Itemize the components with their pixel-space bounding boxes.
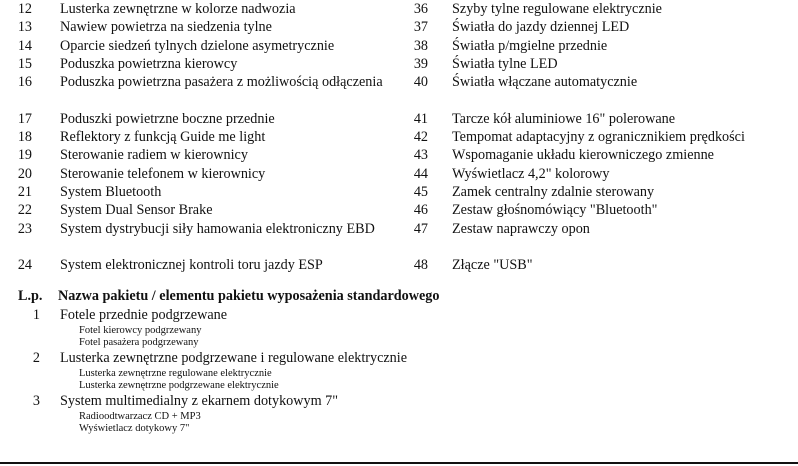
package-subitem: Radioodtwarzacz CD + MP3	[79, 410, 201, 422]
packages-header	[18, 287, 440, 305]
item-number: 38	[413, 37, 428, 54]
package-number: 2	[32, 349, 40, 366]
list-item	[396, 183, 798, 201]
item-text: Zestaw głośnomówiący "Bluetooth"	[452, 202, 658, 219]
item-number: 12	[17, 1, 32, 17]
package-number: 1	[32, 307, 40, 323]
item-text: Światła p/mgielne przednie	[452, 37, 608, 54]
package-subitem: Lusterka zewnętrzne regulowane elektrycznie	[79, 367, 272, 379]
list-item	[396, 128, 798, 146]
item-number: 39	[413, 55, 428, 72]
header-title: Nazwa pakietu / elementu pakietu wyposażenia standardowego	[58, 288, 440, 304]
item-text: Poduszki powietrzne boczne przednie	[60, 110, 275, 127]
item-number: 24	[17, 257, 32, 274]
item-text: Szyby tylne regulowane elektrycznie	[452, 1, 662, 17]
item-number: 43	[413, 147, 428, 164]
bottom-divider	[0, 462, 798, 464]
list-item	[396, 73, 798, 110]
item-text: System elektronicznej kontroli toru jazdy ESP	[60, 257, 323, 274]
item-text: System dystrybucji siły hamowania elektroniczny EBD	[60, 220, 375, 237]
list-item	[0, 220, 396, 257]
item-number: 14	[17, 37, 32, 54]
item-text: Światła tylne LED	[452, 55, 558, 72]
item-number: 46	[413, 202, 428, 219]
list-item	[0, 73, 396, 110]
packages-list	[0, 307, 798, 436]
item-number: 40	[413, 74, 428, 91]
item-number: 42	[413, 129, 428, 146]
item-number: 17	[17, 110, 32, 127]
list-item	[396, 220, 798, 257]
package-subitem: Fotel pasażera podgrzewany	[79, 337, 199, 349]
item-text: Tarcze kół aluminiowe 16" polerowane	[452, 110, 676, 127]
item-text: Poduszka powietrzna pasażera z możliwością odłączenia	[60, 74, 383, 91]
item-number: 13	[17, 19, 32, 36]
item-text: Lusterka zewnętrzne w kolorze nadwozia	[60, 1, 296, 17]
item-number: 16	[17, 74, 32, 91]
item-number: 48	[413, 257, 428, 274]
list-item	[0, 183, 396, 201]
item-number: 36	[413, 1, 428, 17]
item-text: Światła włączane automatycznie	[452, 74, 638, 91]
item-text: Sterowanie telefonem w kierownicy	[60, 165, 266, 182]
list-item	[0, 165, 396, 183]
item-text: Reflektory z funkcją Guide me light	[60, 129, 266, 146]
item-text: Tempomat adaptacyjny z ogranicznikiem prędkości	[452, 129, 745, 146]
list-item	[0, 37, 396, 55]
list-item	[396, 0, 798, 18]
item-text: System Bluetooth	[60, 183, 162, 200]
list-item	[396, 18, 798, 36]
list-item	[0, 0, 396, 18]
list-item	[396, 201, 798, 219]
item-text: Zestaw naprawczy opon	[452, 220, 590, 237]
item-text: System Dual Sensor Brake	[60, 202, 213, 219]
item-number: 22	[17, 202, 32, 219]
package-number: 3	[32, 392, 40, 409]
item-number: 47	[413, 220, 428, 237]
item-number: 44	[413, 165, 428, 182]
list-item	[396, 55, 798, 73]
list-item	[0, 146, 396, 164]
list-item	[0, 55, 396, 73]
list-item	[0, 128, 396, 146]
item-text: Zamek centralny zdalnie sterowany	[452, 183, 655, 200]
package	[0, 350, 798, 393]
list-item	[0, 256, 396, 274]
list-item	[0, 201, 396, 219]
package-title: Fotele przednie podgrzewane	[60, 307, 228, 323]
package-subitem: Fotel kierowcy podgrzewany	[79, 324, 202, 336]
list-item	[396, 37, 798, 55]
item-text: Sterowanie radiem w kierownicy	[60, 147, 248, 164]
package-subitem: Wyświetlacz dotykowy 7"	[79, 423, 190, 435]
item-number: 19	[17, 147, 32, 164]
equipment-column-left	[0, 0, 396, 274]
item-text: Nawiew powietrza na siedzenia tylne	[60, 19, 272, 36]
package-subitem: Lusterka zewnętrzne podgrzewane elektrycznie	[79, 380, 279, 392]
item-text: Światła do jazdy dziennej LED	[452, 19, 630, 36]
list-item	[0, 18, 396, 36]
item-text: Wyświetlacz 4,2" kolorowy	[452, 165, 610, 182]
item-number: 45	[413, 183, 428, 200]
list-item	[396, 110, 798, 128]
item-text: Oparcie siedzeń tylnych dzielone asymetrycznie	[60, 37, 335, 54]
package	[0, 307, 798, 350]
equipment-column-right	[396, 0, 798, 274]
list-item	[396, 165, 798, 183]
item-text: Złącze "USB"	[452, 257, 533, 274]
item-number: 15	[17, 55, 32, 72]
item-number: 20	[17, 165, 32, 182]
package-title: System multimedialny z ekarnem dotykowym 7"	[60, 392, 339, 409]
header-lp: L.p.	[18, 288, 43, 304]
list-item	[396, 146, 798, 164]
list-item	[0, 110, 396, 128]
package-title: Lusterka zewnętrzne podgrzewane i regulowane elektrycznie	[60, 349, 408, 366]
item-number: 37	[413, 19, 428, 36]
item-text: Wspomaganie układu kierowniczego zmienne	[452, 147, 714, 164]
item-number: 18	[17, 129, 32, 146]
item-number: 41	[413, 110, 428, 127]
item-text: Poduszka powietrzna kierowcy	[60, 55, 238, 72]
item-number: 21	[17, 183, 32, 200]
package	[0, 393, 798, 436]
item-number: 23	[17, 220, 32, 237]
list-item	[396, 256, 798, 274]
